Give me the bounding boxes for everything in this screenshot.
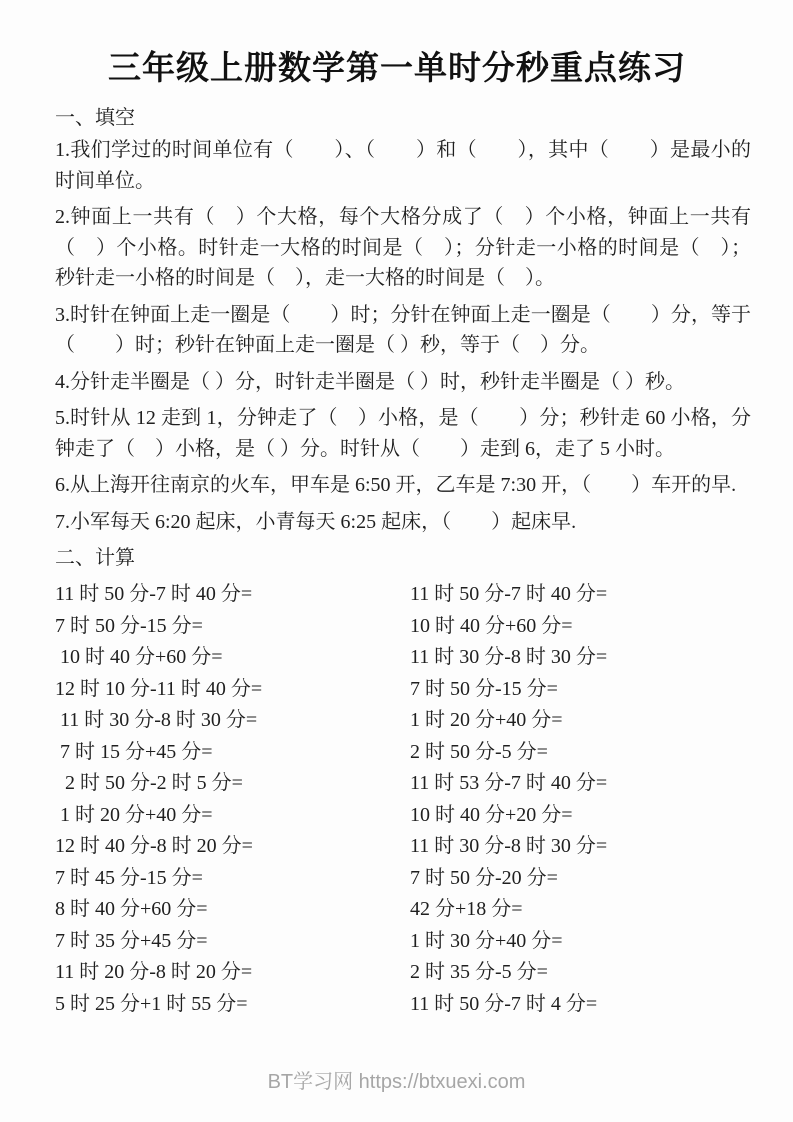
fill-question-5: 5.时针从 12 走到 1，分钟走了（ ）小格，是（ ）分；秒针走 60 小格，分钟走了（ ）小格，是（ ）分。时针从（ ）走到 6，走了 5 小时。 (55, 407, 751, 460)
calc-problem-right-9: 11 时 30 分-8 时 30 分= (410, 835, 608, 857)
section-calc (55, 543, 751, 1020)
calc-problem-right-12: 1 时 30 分+40 分= (410, 929, 563, 952)
calc-row (55, 642, 751, 674)
calc-row (55, 611, 751, 643)
calc-section-heading: 二、计算 (55, 547, 135, 569)
fill-question-4: 4.分针走半圈是（ ）分，时针走半圈是（ ）时，秒针走半圈是（ ）秒。 (55, 370, 685, 393)
calc-problem-right-4: 7 时 50 分-15 分= (410, 677, 558, 700)
calc-row (55, 863, 751, 895)
calc-problem-right-8: 10 时 40 分+20 分= (410, 803, 573, 826)
calc-row (55, 674, 751, 706)
footer-watermark: BT学习网 https://btxuexi.com (267, 1071, 526, 1093)
calc-problem-right-5: 1 时 20 分+40 分= (410, 709, 563, 731)
calc-problem-right-1: 11 时 50 分-7 时 40 分= (410, 583, 608, 605)
fill-section-heading: 一、填空 (55, 107, 135, 129)
calc-problem-left-10: 7 时 45 分-15 分= (55, 866, 203, 889)
calc-problem-left-14: 5 时 25 分+1 时 55 分= (55, 992, 248, 1015)
calc-row (55, 800, 751, 832)
fill-question-7: 7.小军每天 6:20 起床，小青每天 6:25 起床，（ ）起床早. (55, 510, 577, 533)
fill-question-3: 3.时针在钟面上走一圈是（ ）时；分针在钟面上走一圈是（ ）分，等于（ ）时；秒针在钟面上走一圈是（ ）秒，等于（ ）分。 (55, 303, 751, 356)
calc-row (55, 579, 751, 611)
calc-row (55, 768, 751, 800)
section-fill (55, 103, 751, 537)
calc-problem-left-6: 7 时 15 分+45 分= (55, 740, 213, 763)
calc-problem-left-1: 11 时 50 分-7 时 40 分= (55, 583, 253, 605)
calc-problem-left-11: 8 时 40 分+60 分= (55, 898, 208, 920)
calc-row (55, 989, 751, 1021)
calc-row (55, 737, 751, 769)
calc-problem-left-4: 12 时 10 分-11 时 40 分= (55, 677, 263, 700)
calc-row (55, 926, 751, 958)
calc-problem-grid (55, 579, 751, 1020)
calc-problem-right-7: 11 时 53 分-7 时 40 分= (410, 772, 608, 794)
fill-question-1: 1.我们学过的时间单位有（ ）、（ ）和（ ），其中（ ）是最小的时间单位。 (55, 139, 751, 192)
calc-row (55, 894, 751, 926)
calc-problem-left-9: 12 时 40 分-8 时 20 分= (55, 835, 253, 857)
fill-question-2: 2.钟面上一共有（ ）个大格，每个大格分成了（ ）个小格，钟面上一共有（ ）个小格。时针走一大格的时间是（ ）；分针走一小格的时间是（ ）；秒针走一小格的时间是（ ），走一大格的时间是（ ）。 (55, 206, 751, 289)
calc-problem-left-3: 10 时 40 分+60 分= (55, 646, 223, 668)
calc-problem-right-13: 2 时 35 分-5 分= (410, 961, 548, 983)
calc-row (55, 831, 751, 863)
calc-problem-right-11: 42 分+18 分= (410, 898, 523, 920)
calc-problem-right-6: 2 时 50 分-5 分= (410, 740, 548, 763)
calc-row (55, 705, 751, 737)
calc-problem-left-12: 7 时 35 分+45 分= (55, 929, 208, 952)
calc-problem-left-13: 11 时 20 分-8 时 20 分= (55, 961, 253, 983)
calc-problem-left-7: 2 时 50 分-2 时 5 分= (55, 772, 243, 794)
fill-question-6: 6.从上海开往南京的火车，甲车是 6:50 开，乙车是 7:30 开，（ ）车开的早. (55, 474, 737, 496)
page-title: 三年级上册数学第一单时分秒重点练习 (108, 49, 686, 86)
calc-problem-right-10: 7 时 50 分-20 分= (410, 866, 558, 889)
calc-problem-right-3: 11 时 30 分-8 时 30 分= (410, 646, 608, 668)
calc-problem-left-8: 1 时 20 分+40 分= (55, 803, 213, 826)
calc-row (55, 957, 751, 989)
calc-problem-right-2: 10 时 40 分+60 分= (410, 614, 573, 637)
calc-problem-left-2: 7 时 50 分-15 分= (55, 614, 203, 637)
calc-problem-right-14: 11 时 50 分-7 时 4 分= (410, 992, 598, 1015)
calc-problem-left-5: 11 时 30 分-8 时 30 分= (55, 709, 258, 731)
